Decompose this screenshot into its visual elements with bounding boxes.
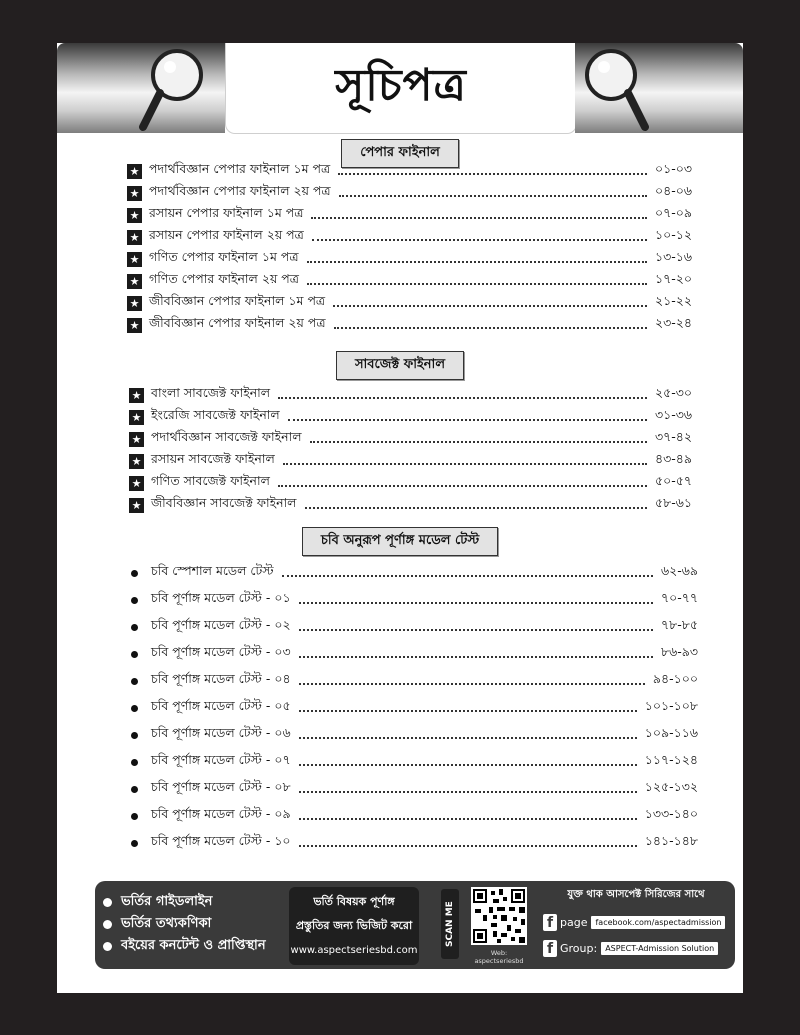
dot-leader <box>310 441 647 443</box>
toc-row: চবি পূর্ণাঙ্গ মডেল টেস্ট - ০৬ ১০৯-১১৬ <box>131 725 698 745</box>
bullet-icon <box>131 813 138 820</box>
toc-row: ★ জীববিজ্ঞান সাবজেক্ট ফাইনাল ৫৮-৬১ <box>129 495 692 515</box>
star-icon: ★ <box>127 208 142 223</box>
section-heading-subject-final: সাবজেক্ট ফাইনাল <box>57 351 743 380</box>
toc-row: ★ পদার্থবিজ্ঞান পেপার ফাইনাল ১ম পত্র ০১-০৩ <box>127 161 692 181</box>
dot-leader <box>299 845 637 847</box>
toc-row: ★ গণিত সাবজেক্ট ফাইনাল ৫০-৫৭ <box>129 473 692 493</box>
dot-leader <box>288 419 647 421</box>
footer-banner <box>95 881 735 969</box>
toc-row: চবি পূর্ণাঙ্গ মডেল টেস্ট - ০৭ ১১৭-১২৪ <box>131 752 698 772</box>
dot-leader <box>307 283 647 285</box>
title-box <box>225 43 577 134</box>
header-band-right <box>575 43 743 133</box>
qr-caption: Web: aspectseriesbd <box>474 949 524 965</box>
dot-leader <box>299 818 637 820</box>
qr-code-icon <box>471 887 527 945</box>
toc-row: চবি পূর্ণাঙ্গ মডেল টেস্ট - ১০ ১৪১-১৪৮ <box>131 833 698 853</box>
toc-row: ★ গণিত পেপার ফাইনাল ১ম পত্র ১৩-১৬ <box>127 249 692 269</box>
facebook-group-link[interactable]: f Group: ASPECT-Admission Solution <box>543 938 729 958</box>
bullet-icon <box>131 678 138 685</box>
bullet-icon <box>131 759 138 766</box>
bullet-icon <box>103 898 112 907</box>
dot-leader <box>299 602 653 604</box>
bullet-icon <box>131 651 138 658</box>
facebook-page-link[interactable]: f page facebook.com/aspectadmission <box>543 912 729 932</box>
star-icon: ★ <box>129 454 144 469</box>
dot-leader <box>312 239 647 241</box>
star-icon: ★ <box>129 410 144 425</box>
bullet-icon <box>131 732 138 739</box>
bullet-icon <box>131 624 138 631</box>
dot-leader <box>282 575 653 577</box>
star-icon: ★ <box>127 274 142 289</box>
star-icon: ★ <box>127 318 142 333</box>
bullet-icon <box>131 597 138 604</box>
bullet-icon <box>131 705 138 712</box>
dot-leader <box>299 791 637 793</box>
facebook-icon: f <box>543 940 557 957</box>
toc-row: চবি পূর্ণাঙ্গ মডেল টেস্ট - ০২ ৭৮-৮৫ <box>131 617 698 637</box>
dot-leader <box>339 195 647 197</box>
toc-row: চবি পূর্ণাঙ্গ মডেল টেস্ট - ০১ ৭০-৭৭ <box>131 590 698 610</box>
dot-leader <box>338 173 647 175</box>
footer-feature-item: ভর্তির গাইডলাইন <box>103 891 266 913</box>
toc-page <box>57 43 743 993</box>
bullet-icon <box>103 920 112 929</box>
toc-row: ★ জীববিজ্ঞান পেপার ফাইনাল ১ম পত্র ২১-২২ <box>127 293 692 313</box>
dot-leader <box>299 764 637 766</box>
toc-row: চবি পূর্ণাঙ্গ মডেল টেস্ট - ০৫ ১০১-১০৮ <box>131 698 698 718</box>
toc-row: চবি স্পেশাল মডেল টেস্ট ৬২-৬৯ <box>131 563 698 583</box>
website-link[interactable]: www.aspectseriesbd.com <box>290 945 418 956</box>
star-icon: ★ <box>127 252 142 267</box>
dot-leader <box>307 261 647 263</box>
dot-leader <box>278 485 647 487</box>
toc-row: ★ ইংরেজি সাবজেক্ট ফাইনাল ৩১-৩৬ <box>129 407 692 427</box>
page-title: সূচিপত্র <box>335 59 467 111</box>
toc-row: চবি পূর্ণাঙ্গ মডেল টেস্ট - ০৮ ১২৫-১৩২ <box>131 779 698 799</box>
star-icon: ★ <box>127 164 142 179</box>
star-icon: ★ <box>129 388 144 403</box>
toc-row: ★ পদার্থবিজ্ঞান পেপার ফাইনাল ২য় পত্র ০৪-০৬ <box>127 183 692 203</box>
bullet-icon <box>103 942 112 951</box>
scan-me-label: SCAN ME <box>441 889 459 959</box>
toc-row: ★ রসায়ন সাবজেক্ট ফাইনাল ৪৩-৪৯ <box>129 451 692 471</box>
facebook-icon: f <box>543 914 557 931</box>
toc-row: ★ গণিত পেপার ফাইনাল ২য় পত্র ১৭-২০ <box>127 271 692 291</box>
footer-feature-list <box>103 891 266 957</box>
bullet-icon <box>131 570 138 577</box>
qr-code[interactable] <box>471 887 527 945</box>
bullet-icon <box>131 840 138 847</box>
toc-row: চবি পূর্ণাঙ্গ মডেল টেস্ট - ০৯ ১৩৩-১৪০ <box>131 806 698 826</box>
footer-feature-item: বইয়ের কনটেন্ট ও প্রাপ্তিস্থান <box>103 935 266 957</box>
star-icon: ★ <box>129 432 144 447</box>
star-icon: ★ <box>129 498 144 513</box>
magnifier-icon <box>579 47 651 133</box>
section-heading-paper-final: পেপার ফাইনাল <box>57 139 743 168</box>
magnifier-icon <box>137 47 209 133</box>
toc-row: ★ বাংলা সাবজেক্ট ফাইনাল ২৫-৩০ <box>129 385 692 405</box>
dot-leader <box>299 710 637 712</box>
footer-feature-item: ভর্তির তথ্যকণিকা <box>103 913 266 935</box>
dot-leader <box>311 217 647 219</box>
toc-row: চবি পূর্ণাঙ্গ মডেল টেস্ট - ০৪ ৯৪-১০০ <box>131 671 698 691</box>
dot-leader <box>299 683 645 685</box>
header-band-left <box>57 43 225 133</box>
dot-leader <box>299 629 653 631</box>
star-icon: ★ <box>127 186 142 201</box>
toc-row: ★ রসায়ন পেপার ফাইনাল ২য় পত্র ১০-১২ <box>127 227 692 247</box>
star-icon: ★ <box>129 476 144 491</box>
star-icon: ★ <box>127 230 142 245</box>
dot-leader <box>283 463 647 465</box>
dot-leader <box>333 305 647 307</box>
social-links <box>543 887 729 964</box>
section-heading-model-test: চবি অনুরূপ পূর্ণাঙ্গ মডেল টেস্ট <box>57 527 743 556</box>
dot-leader <box>334 327 647 329</box>
toc-row: ★ জীববিজ্ঞান পেপার ফাইনাল ২য় পত্র ২৩-২৪ <box>127 315 692 335</box>
star-icon: ★ <box>127 296 142 311</box>
dot-leader <box>305 507 648 509</box>
toc-row: ★ পদার্থবিজ্ঞান সাবজেক্ট ফাইনাল ৩৭-৪২ <box>129 429 692 449</box>
social-heading: যুক্ত থাক আসপেক্ট সিরিজের সাথে <box>567 889 705 900</box>
dot-leader <box>299 737 637 739</box>
toc-row: চবি পূর্ণাঙ্গ মডেল টেস্ট - ০৩ ৮৬-৯৩ <box>131 644 698 664</box>
toc-row: ★ রসায়ন পেপার ফাইনাল ১ম পত্র ০৭-০৯ <box>127 205 692 225</box>
dot-leader <box>278 397 647 399</box>
bullet-icon <box>131 786 138 793</box>
visit-website-box: ভর্তি বিষয়ক পূর্ণাঙ্গ প্রস্তুতির জন্য ভিজিট করো www.aspectseriesbd.com <box>289 887 419 965</box>
dot-leader <box>299 656 653 658</box>
